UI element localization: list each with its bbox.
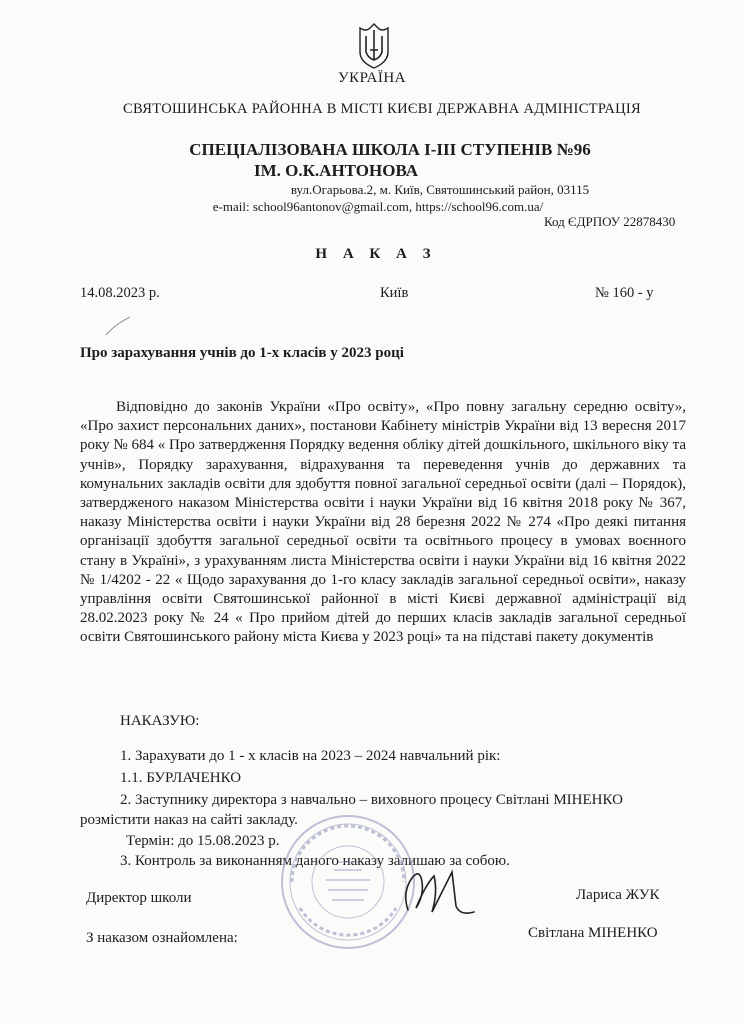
order-item-1: 1. Зарахувати до 1 - х класів на 2023 – 2024 навчальний рік: (120, 748, 501, 764)
school-email-line: e-mail: school96antonov@gmail.com, https://school96.com.ua/ (212, 199, 544, 214)
pen-mark-icon (104, 315, 132, 337)
order-item-3: 3. Контроль за виконанням даного наказу залишаю за собою. (120, 853, 510, 869)
orders-word: НАКАЗУЮ: (120, 713, 200, 729)
director-label: Директор школи (86, 890, 192, 906)
country-title: УКРАЇНА (337, 70, 407, 86)
order-number: № 160 - у (595, 285, 654, 301)
administration-title: СВЯТОШИНСЬКА РАЙОННА В МІСТІ КИЄВІ ДЕРЖАВНА АДМІНІСТРАЦІЯ (123, 101, 641, 117)
order-item-2-continued: розмістити наказ на сайті закладу. (80, 812, 298, 828)
edrpou-code: Код ЄДРПОУ 22878430 (544, 214, 676, 229)
order-item-1-1: 1.1. БУРЛАЧЕНКО (120, 770, 242, 786)
order-deadline: Термін: до 15.08.2023 р. (126, 833, 280, 849)
school-name-line2: ІМ. О.К.АНТОНОВА (253, 161, 419, 180)
school-seal-stamp-icon (278, 812, 418, 952)
order-title: Н А К А З (315, 246, 437, 262)
acknowledgement-label: З наказом ознайомлена: (86, 930, 238, 946)
director-name: Лариса ЖУК (576, 887, 660, 903)
order-city: Київ (380, 285, 409, 301)
order-date: 14.08.2023 р. (80, 285, 160, 301)
school-name-line1: СПЕЦІАЛІЗОВАНА ШКОЛА І-ІІІ СТУПЕНІВ №96 (189, 140, 591, 159)
trident-emblem-icon (356, 22, 392, 70)
order-subject: Про зарахування учнів до 1-х класів у 2023 році (80, 345, 404, 361)
school-address: вул.Огарьова.2, м. Київ, Святошинський район, 03115 (290, 182, 590, 197)
order-body: Відповідно до законів України «Про освіту», «Про повну загальну середню освіту», «Про захист персональних даних», постанови Кабінету міністрів України від 13 вересня 2017 року № 684 « Про затвердження Порядку ведення обліку дітей дошкільного, шкільного віку та учнів», Порядку зарахування, відрахування та переведення учнів до державних та комунальних закладів освіти для здобуття повної загальної середньої освіти (далі – Порядок), затвердженого наказом Міністерства освіти і науки України від 16 квітня 2018 року № 367, наказу Міністерства освіти і науки України від 28 березня 2022 № 274 «Про деякі питання організації здобуття загальної середньої освіти та освітнього процесу в умовах воєнного стану в Україні», з урахуванням листа Міністерства освіти і науки України від 16 квітня 2022 № 1/4202 - 22 « Щодо зарахування до 1-го класу закладів загальної середньої освіти», наказу управління освіти Святошинської районної в місті Києві державної адміністрації від 28.02.2023 року № 24 « Про прийом дітей до перших класів закладів загальної середньої освіти Святошинського району міста Києва у 2023 році» та на підставі пакету документів (80, 399, 686, 646)
acknowledgement-name: Світлана МІНЕНКО (528, 925, 658, 941)
order-item-2: 2. Заступнику директора з навчально – виховного процесу Світлані МІНЕНКО (120, 792, 623, 808)
director-signature-icon (398, 862, 478, 924)
